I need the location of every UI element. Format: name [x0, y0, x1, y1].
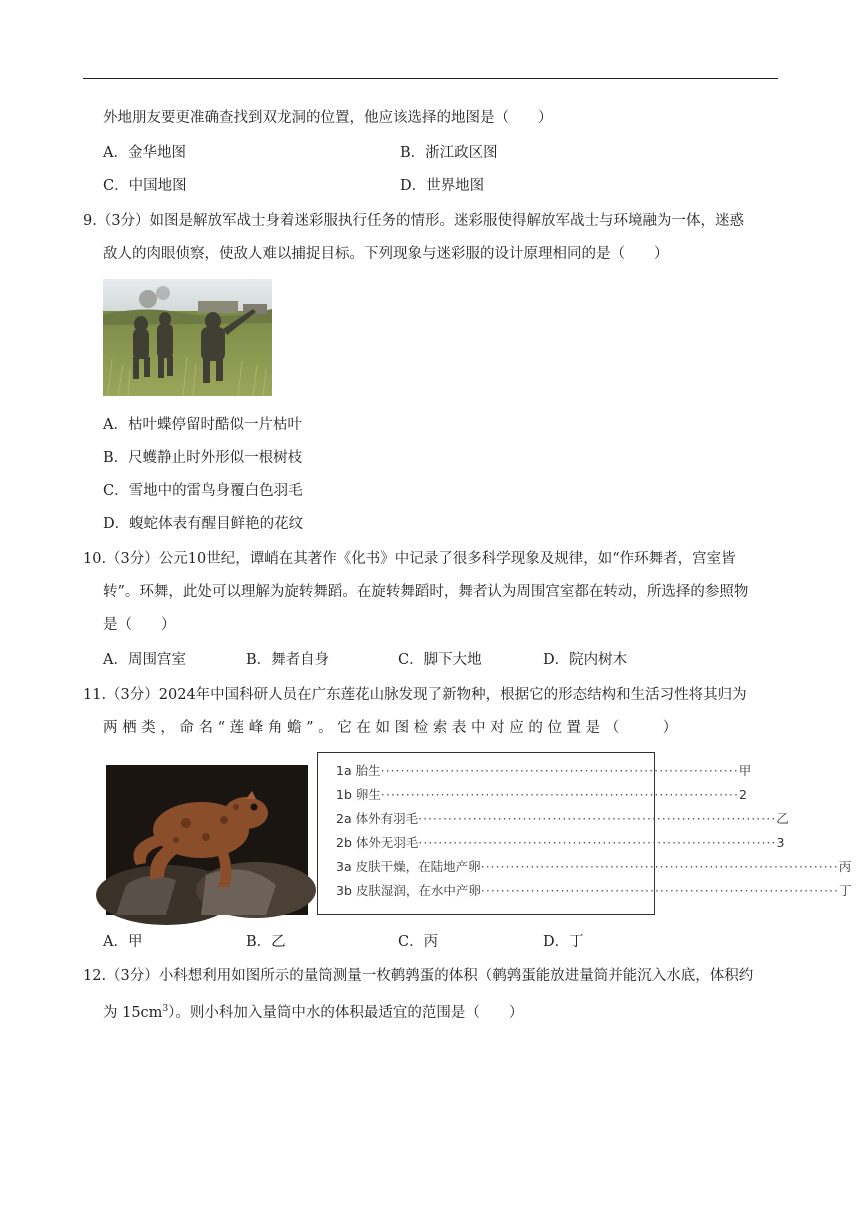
header-rule: [83, 78, 778, 79]
q8-option-b[interactable]: B．浙江政区图: [400, 145, 498, 161]
key-row: 2b 体外无羽毛 ········································································ 3: [336, 835, 785, 850]
q10-stem-line3: 是（ ）: [103, 617, 176, 633]
q10-stem-line1: 10.（3分）公元10世纪，谭峭在其著作《化书》中记录了很多科学现象及规律，如“作环舞者，宫室皆: [83, 551, 736, 567]
q11-option-d[interactable]: D．丁: [543, 934, 584, 950]
key-row: 3b 皮肤湿润，在水中产卵 ········································································ 丁: [336, 883, 852, 898]
q12-stem-line2: 为 $15cm^3$）。则小科加入量筒中水的体积最适宜的范围是（ ）: [103, 1004, 524, 1021]
q9-option-c[interactable]: C．雪地中的雷鸟身覆白色羽毛: [103, 483, 303, 499]
q9-option-a[interactable]: A．枯叶蝶停留时酷似一片枯叶: [103, 417, 302, 433]
q8-option-c[interactable]: C．中国地图: [103, 178, 187, 194]
key-row: 2a 体外有羽毛 ········································································ 乙: [336, 811, 789, 826]
dichotomous-key-table: [317, 752, 852, 915]
q9-option-b[interactable]: B．尺蠖静止时外形似一根树枝: [103, 450, 303, 466]
q9-stem-line1: 9.（3分）如图是解放军战士身着迷彩服执行任务的情形。迷彩服使得解放军战士与环境融为一体，迷惑: [83, 213, 745, 229]
q11-option-b[interactable]: B．乙: [246, 934, 286, 950]
soldier-camouflage-photo: [103, 279, 272, 396]
q8-option-a[interactable]: A．金华地图: [103, 145, 186, 161]
q11-stem-line1: 11.（3分）2024年中国科研人员在广东莲花山脉发现了新物种，根据它的形态结构和生活习性将其归为: [83, 687, 747, 703]
q10-option-b[interactable]: B．舞者自身: [246, 652, 330, 668]
q10-option-a[interactable]: A．周围宫室: [103, 652, 186, 668]
q10-stem-line2: 转”。环舞，此处可以理解为旋转舞蹈。在旋转舞蹈时，舞者认为周围宫室都在转动，所选择的参照物: [103, 584, 749, 600]
q11-stem-line2: 两 栖 类 ， 命 名 “ 莲 峰 角 蟾 ” 。 它 在 如 图 检 索 表 中 对 应 的 位 置 是 （ ）: [103, 720, 678, 736]
q12-stem-line1: 12.（3分）小科想利用如图所示的量筒测量一枚鹌鹑蛋的体积（鹌鹑蛋能放进量筒并能沉入水底，体积约: [83, 968, 754, 984]
q10-option-d[interactable]: D．院内树木: [543, 652, 628, 668]
q11-option-a[interactable]: A．甲: [103, 934, 143, 950]
q8-stem-continued: 外地朋友要更准确查找到双龙洞的位置，他应该选择的地图是（ ）: [103, 110, 553, 126]
q10-option-c[interactable]: C．脚下大地: [398, 652, 482, 668]
key-row: 1a 胎生 ········································································ 甲: [336, 763, 752, 778]
q11-option-c[interactable]: C．丙: [398, 934, 439, 950]
q8-option-d[interactable]: D．世界地图: [400, 178, 485, 194]
q9-stem-line2: 敌人的肉眼侦察，使敌人难以捕捉目标。下列现象与迷彩服的设计原理相同的是（ ）: [103, 246, 669, 262]
key-row: 1b 卵生 ········································································ 2: [336, 787, 747, 802]
key-row: 3a 皮肤干燥，在陆地产卵 ········································································ 丙: [336, 859, 852, 874]
q9-option-d[interactable]: D．蝮蛇体表有醒目鲜艳的花纹: [103, 516, 304, 532]
frog-photo: [106, 765, 308, 915]
